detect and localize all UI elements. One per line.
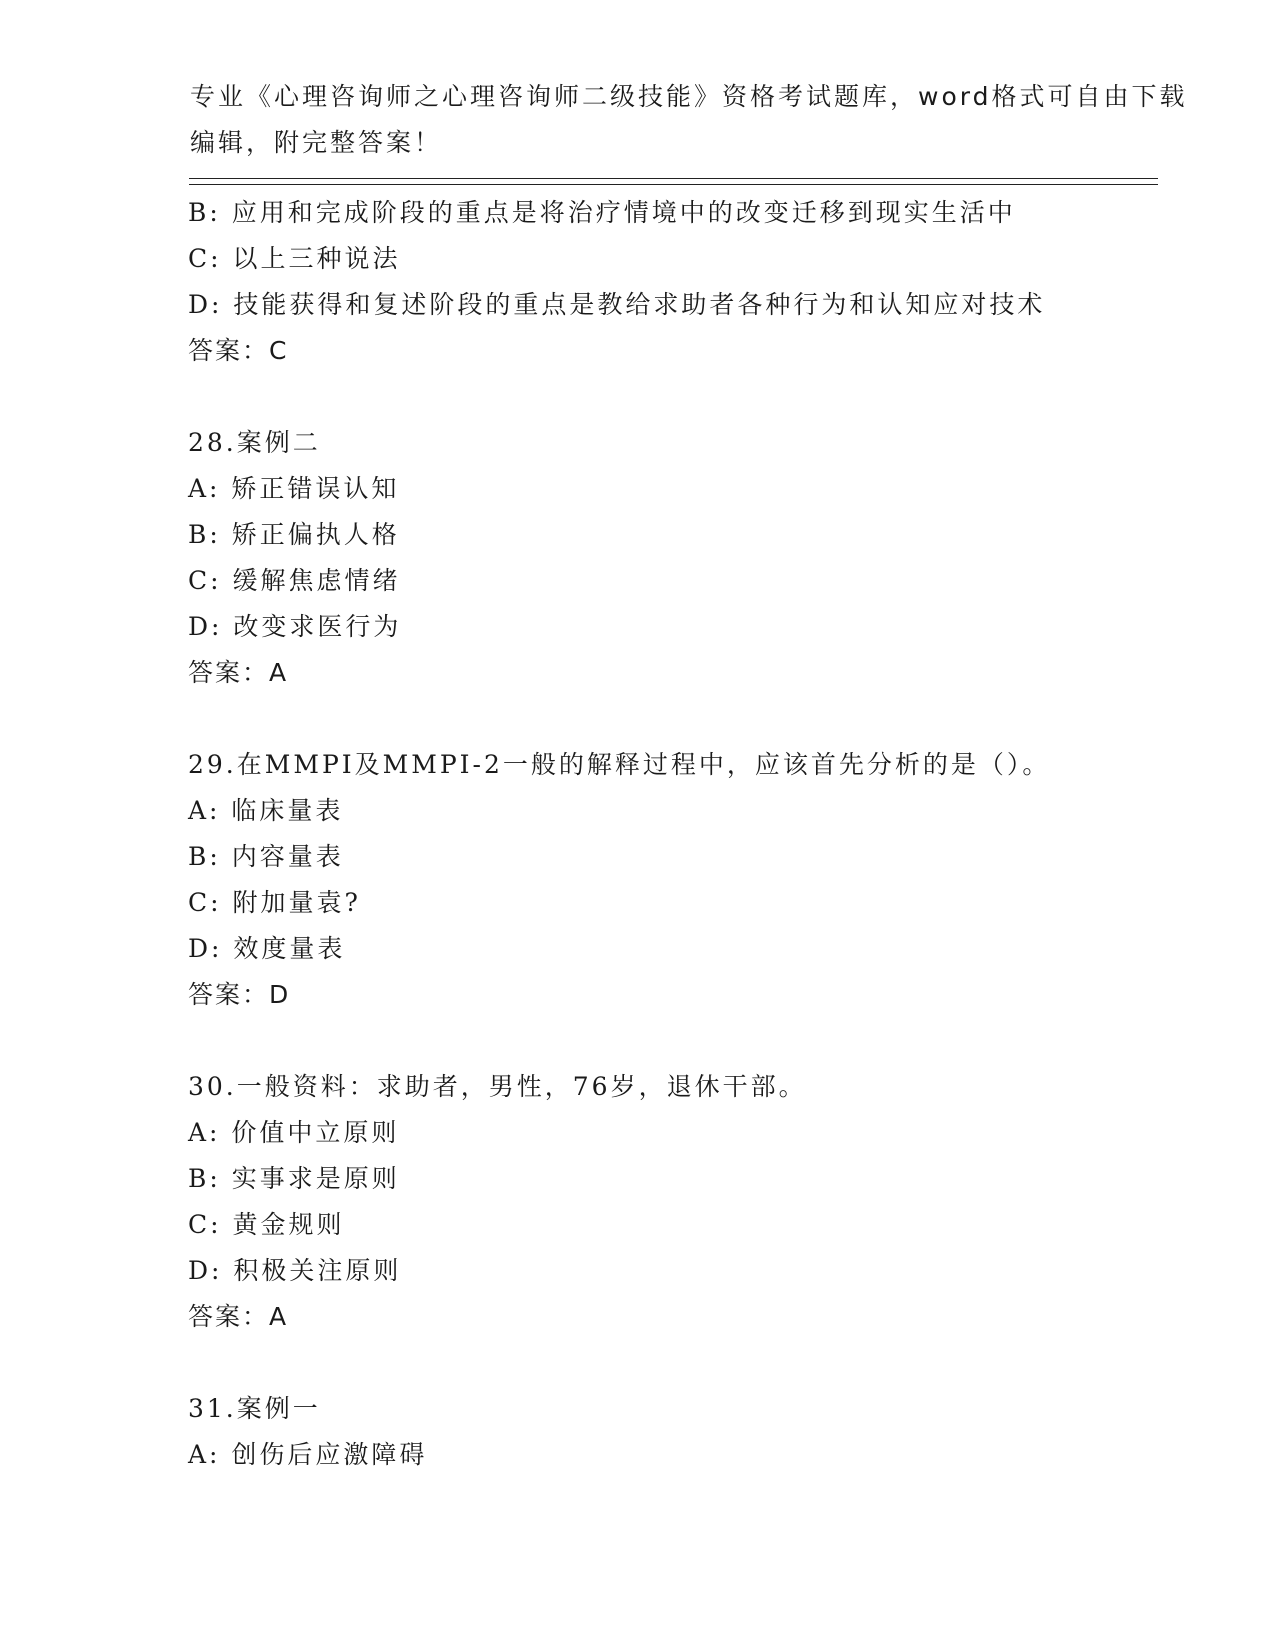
option-c: C: 黄金规则 [188, 1210, 345, 1239]
option-a: A: 临床量表 [188, 796, 344, 825]
option-b: B: 内容量表 [188, 842, 344, 871]
question-29 [188, 742, 1148, 1018]
spacer [188, 1018, 1148, 1064]
option-c: C: 附加量袁? [188, 888, 361, 917]
question-title: 29.在MMPI及MMPI-2一般的解释过程中，应该首先分析的是（）。 [188, 750, 1051, 779]
option-d: D: 技能获得和复述阶段的重点是教给求助者各种行为和认知应对技术 [188, 290, 1046, 319]
option-d: D: 积极关注原则 [188, 1256, 402, 1285]
header-divider-top [189, 178, 1158, 179]
question-title: 31.案例一 [188, 1394, 321, 1423]
question-title: 28.案例二 [188, 428, 321, 457]
option-a: A: 矫正错误认知 [188, 474, 400, 503]
document-header [190, 74, 1188, 166]
answer-text: 答案：C [188, 336, 289, 365]
answer-text: 答案：A [188, 658, 289, 687]
option-d: D: 效度量表 [188, 934, 346, 963]
header-line-1: 专业《心理咨询师之心理咨询师二级技能》资格考试题库，word格式可自由下载 [190, 82, 1188, 111]
option-b: B: 实事求是原则 [188, 1164, 400, 1193]
spacer [188, 1340, 1148, 1386]
answer-text: 答案：D [188, 980, 291, 1009]
header-line-2: 编辑，附完整答案！ [190, 128, 443, 157]
option-a: A: 创伤后应激障碍 [188, 1440, 428, 1469]
question-30 [188, 1064, 1148, 1340]
answer-text: 答案：A [188, 1302, 289, 1331]
question-28 [188, 420, 1148, 696]
header-divider-bottom [189, 184, 1158, 185]
option-c: C: 以上三种说法 [188, 244, 401, 273]
question-27-continuation [188, 190, 1148, 374]
option-c: C: 缓解焦虑情绪 [188, 566, 401, 595]
spacer [188, 696, 1148, 742]
option-b: B: 矫正偏执人格 [188, 520, 400, 549]
question-content [188, 190, 1148, 1478]
question-31 [188, 1386, 1148, 1478]
option-d: D: 改变求医行为 [188, 612, 402, 641]
option-b: B: 应用和完成阶段的重点是将治疗情境中的改变迁移到现实生活中 [188, 198, 1016, 227]
option-a: A: 价值中立原则 [188, 1118, 400, 1147]
question-title: 30.一般资料：求助者，男性，76岁，退休干部。 [188, 1072, 807, 1101]
spacer [188, 374, 1148, 420]
